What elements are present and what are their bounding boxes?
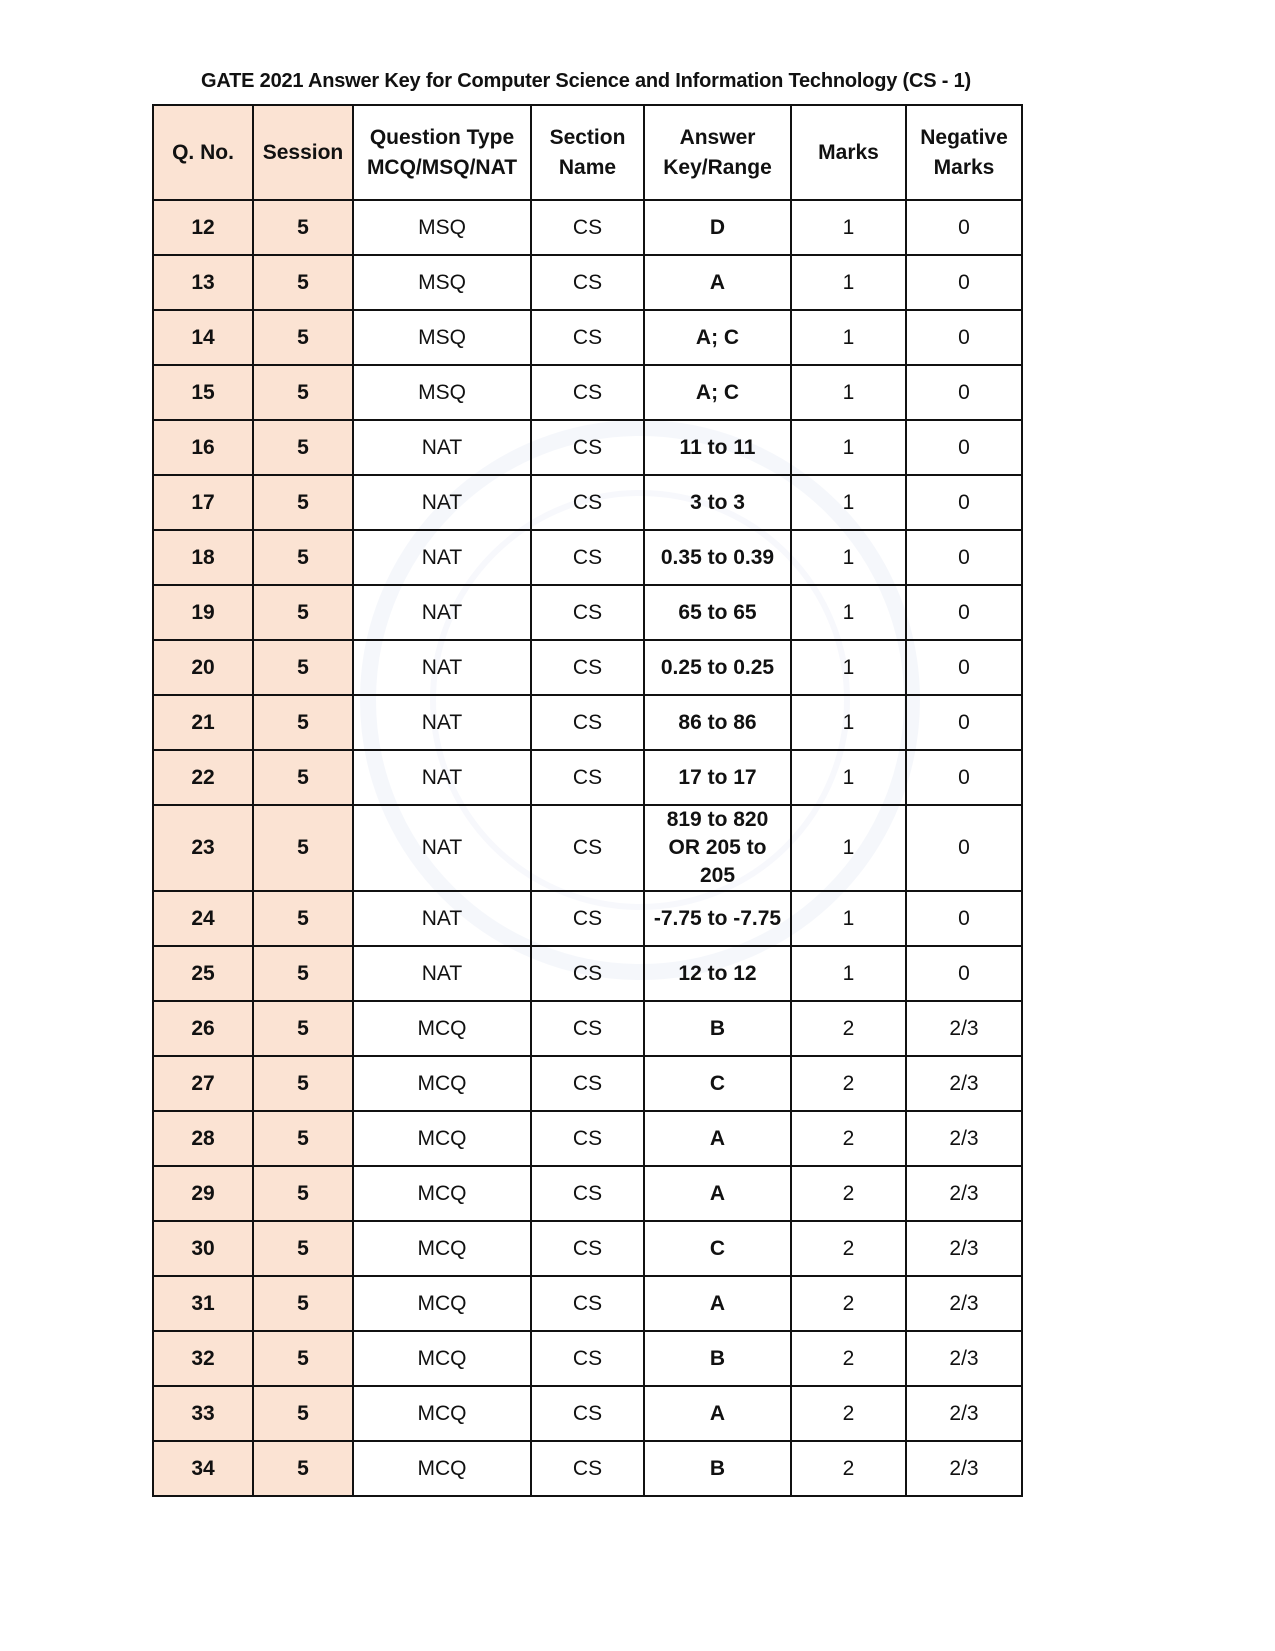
table-row [153,1001,1022,1056]
cell-type: MCQ [353,1001,531,1056]
cell-marks: 1 [791,365,906,420]
cell-qno: 24 [153,891,253,946]
cell-qno: 19 [153,585,253,640]
table-row [153,420,1022,475]
cell-session: 5 [253,585,353,640]
header-answer-key: Answer Key/Range [644,105,791,200]
cell-answer: 12 to 12 [644,946,791,1001]
cell-answer: 0.35 to 0.39 [644,530,791,585]
cell-answer: C [644,1056,791,1111]
cell-negative: 2/3 [906,1386,1022,1441]
cell-type: NAT [353,585,531,640]
cell-answer: A [644,255,791,310]
cell-qno: 21 [153,695,253,750]
cell-qno: 32 [153,1331,253,1386]
cell-marks: 1 [791,640,906,695]
cell-qno: 34 [153,1441,253,1496]
table-row [153,475,1022,530]
cell-negative: 0 [906,640,1022,695]
cell-session: 5 [253,1111,353,1166]
cell-section: CS [531,695,644,750]
table-row [153,255,1022,310]
cell-answer: D [644,200,791,255]
cell-negative: 2/3 [906,1056,1022,1111]
cell-section: CS [531,420,644,475]
cell-session: 5 [253,1441,353,1496]
header-session: Session [253,105,353,200]
cell-answer: B [644,1441,791,1496]
table-row [153,891,1022,946]
cell-negative: 2/3 [906,1331,1022,1386]
cell-negative: 0 [906,805,1022,891]
table-row [153,1111,1022,1166]
cell-negative: 2/3 [906,1221,1022,1276]
cell-negative: 2/3 [906,1001,1022,1056]
cell-type: NAT [353,805,531,891]
cell-section: CS [531,891,644,946]
cell-section: CS [531,200,644,255]
cell-session: 5 [253,1331,353,1386]
table-row [153,805,1022,891]
table-row [153,1386,1022,1441]
cell-type: MCQ [353,1221,531,1276]
cell-session: 5 [253,1001,353,1056]
cell-marks: 1 [791,475,906,530]
header-row [153,105,1022,200]
cell-marks: 1 [791,255,906,310]
cell-section: CS [531,310,644,365]
table-row [153,1331,1022,1386]
cell-type: MCQ [353,1166,531,1221]
cell-section: CS [531,805,644,891]
cell-session: 5 [253,750,353,805]
cell-type: NAT [353,891,531,946]
cell-session: 5 [253,640,353,695]
cell-type: NAT [353,475,531,530]
cell-answer: A [644,1111,791,1166]
answer-key-table [152,104,1023,1497]
cell-section: CS [531,1056,644,1111]
cell-negative: 2/3 [906,1276,1022,1331]
cell-session: 5 [253,1221,353,1276]
cell-section: CS [531,946,644,1001]
page-title: GATE 2021 Answer Key for Computer Science and Information Technology (CS - 1) [201,70,971,92]
cell-type: NAT [353,640,531,695]
table-row [153,530,1022,585]
cell-answer: B [644,1331,791,1386]
cell-marks: 1 [791,585,906,640]
cell-marks: 1 [791,750,906,805]
cell-marks: 1 [791,695,906,750]
cell-marks: 1 [791,420,906,475]
cell-marks: 2 [791,1386,906,1441]
cell-qno: 22 [153,750,253,805]
cell-negative: 2/3 [906,1441,1022,1496]
cell-section: CS [531,1386,644,1441]
cell-marks: 1 [791,891,906,946]
cell-negative: 0 [906,420,1022,475]
cell-qno: 18 [153,530,253,585]
cell-negative: 0 [906,200,1022,255]
cell-type: NAT [353,420,531,475]
table-row [153,750,1022,805]
cell-qno: 20 [153,640,253,695]
cell-negative: 0 [906,530,1022,585]
cell-answer: A [644,1166,791,1221]
cell-qno: 14 [153,310,253,365]
cell-answer: A [644,1276,791,1331]
cell-negative: 0 [906,255,1022,310]
cell-marks: 1 [791,310,906,365]
table-row [153,1441,1022,1496]
cell-session: 5 [253,200,353,255]
cell-qno: 30 [153,1221,253,1276]
cell-section: CS [531,750,644,805]
cell-type: MCQ [353,1111,531,1166]
cell-qno: 13 [153,255,253,310]
cell-qno: 12 [153,200,253,255]
cell-negative: 0 [906,310,1022,365]
cell-section: CS [531,1441,644,1496]
cell-negative: 2/3 [906,1111,1022,1166]
cell-section: CS [531,475,644,530]
cell-negative: 0 [906,946,1022,1001]
table-row [153,1276,1022,1331]
cell-negative: 0 [906,475,1022,530]
cell-section: CS [531,1331,644,1386]
cell-marks: 2 [791,1441,906,1496]
cell-marks: 1 [791,200,906,255]
table-row [153,365,1022,420]
cell-marks: 2 [791,1221,906,1276]
cell-answer: 86 to 86 [644,695,791,750]
table-row [153,946,1022,1001]
cell-qno: 23 [153,805,253,891]
table-row [153,310,1022,365]
cell-section: CS [531,1221,644,1276]
cell-qno: 31 [153,1276,253,1331]
cell-session: 5 [253,695,353,750]
cell-negative: 0 [906,365,1022,420]
cell-session: 5 [253,946,353,1001]
cell-section: CS [531,1111,644,1166]
cell-marks: 2 [791,1001,906,1056]
table-row [153,200,1022,255]
cell-section: CS [531,585,644,640]
cell-type: MCQ [353,1331,531,1386]
cell-session: 5 [253,475,353,530]
cell-section: CS [531,1166,644,1221]
cell-answer: 819 to 820 OR 205 to 205 [644,805,791,891]
cell-type: NAT [353,946,531,1001]
cell-negative: 2/3 [906,1166,1022,1221]
cell-answer: 0.25 to 0.25 [644,640,791,695]
cell-negative: 0 [906,891,1022,946]
cell-session: 5 [253,420,353,475]
cell-session: 5 [253,1386,353,1441]
cell-answer: 11 to 11 [644,420,791,475]
cell-type: NAT [353,750,531,805]
cell-type: MSQ [353,310,531,365]
cell-negative: 0 [906,750,1022,805]
table-row [153,695,1022,750]
cell-marks: 2 [791,1111,906,1166]
cell-type: MCQ [353,1386,531,1441]
cell-answer: A; C [644,365,791,420]
cell-session: 5 [253,1056,353,1111]
table-row [153,640,1022,695]
cell-marks: 2 [791,1331,906,1386]
cell-section: CS [531,1276,644,1331]
cell-section: CS [531,1001,644,1056]
cell-answer: 65 to 65 [644,585,791,640]
cell-qno: 29 [153,1166,253,1221]
cell-qno: 27 [153,1056,253,1111]
cell-negative: 0 [906,695,1022,750]
cell-section: CS [531,640,644,695]
cell-qno: 28 [153,1111,253,1166]
cell-type: MCQ [353,1276,531,1331]
cell-type: MSQ [353,365,531,420]
cell-answer: B [644,1001,791,1056]
cell-answer: A; C [644,310,791,365]
cell-marks: 1 [791,946,906,1001]
cell-session: 5 [253,891,353,946]
cell-type: MSQ [353,200,531,255]
cell-qno: 26 [153,1001,253,1056]
table-row [153,1221,1022,1276]
header-question-type: Question Type MCQ/MSQ/NAT [353,105,531,200]
cell-marks: 1 [791,805,906,891]
cell-answer: C [644,1221,791,1276]
table-row [153,585,1022,640]
cell-marks: 1 [791,530,906,585]
cell-section: CS [531,365,644,420]
cell-session: 5 [253,1166,353,1221]
cell-session: 5 [253,255,353,310]
cell-section: CS [531,530,644,585]
cell-type: MCQ [353,1056,531,1111]
header-section-name: Section Name [531,105,644,200]
cell-type: NAT [353,530,531,585]
cell-qno: 25 [153,946,253,1001]
header-marks: Marks [791,105,906,200]
cell-session: 5 [253,365,353,420]
cell-answer: 3 to 3 [644,475,791,530]
cell-type: MCQ [353,1441,531,1496]
cell-answer: 17 to 17 [644,750,791,805]
cell-session: 5 [253,805,353,891]
cell-qno: 33 [153,1386,253,1441]
cell-marks: 2 [791,1056,906,1111]
cell-qno: 17 [153,475,253,530]
cell-answer: A [644,1386,791,1441]
cell-marks: 2 [791,1276,906,1331]
table-row [153,1056,1022,1111]
cell-type: NAT [353,695,531,750]
cell-session: 5 [253,310,353,365]
cell-session: 5 [253,530,353,585]
cell-session: 5 [253,1276,353,1331]
cell-marks: 2 [791,1166,906,1221]
cell-section: CS [531,255,644,310]
cell-negative: 0 [906,585,1022,640]
header-negative-marks: Negative Marks [906,105,1022,200]
table-row [153,1166,1022,1221]
cell-type: MSQ [353,255,531,310]
cell-answer: -7.75 to -7.75 [644,891,791,946]
cell-qno: 15 [153,365,253,420]
cell-qno: 16 [153,420,253,475]
header-qno: Q. No. [153,105,253,200]
